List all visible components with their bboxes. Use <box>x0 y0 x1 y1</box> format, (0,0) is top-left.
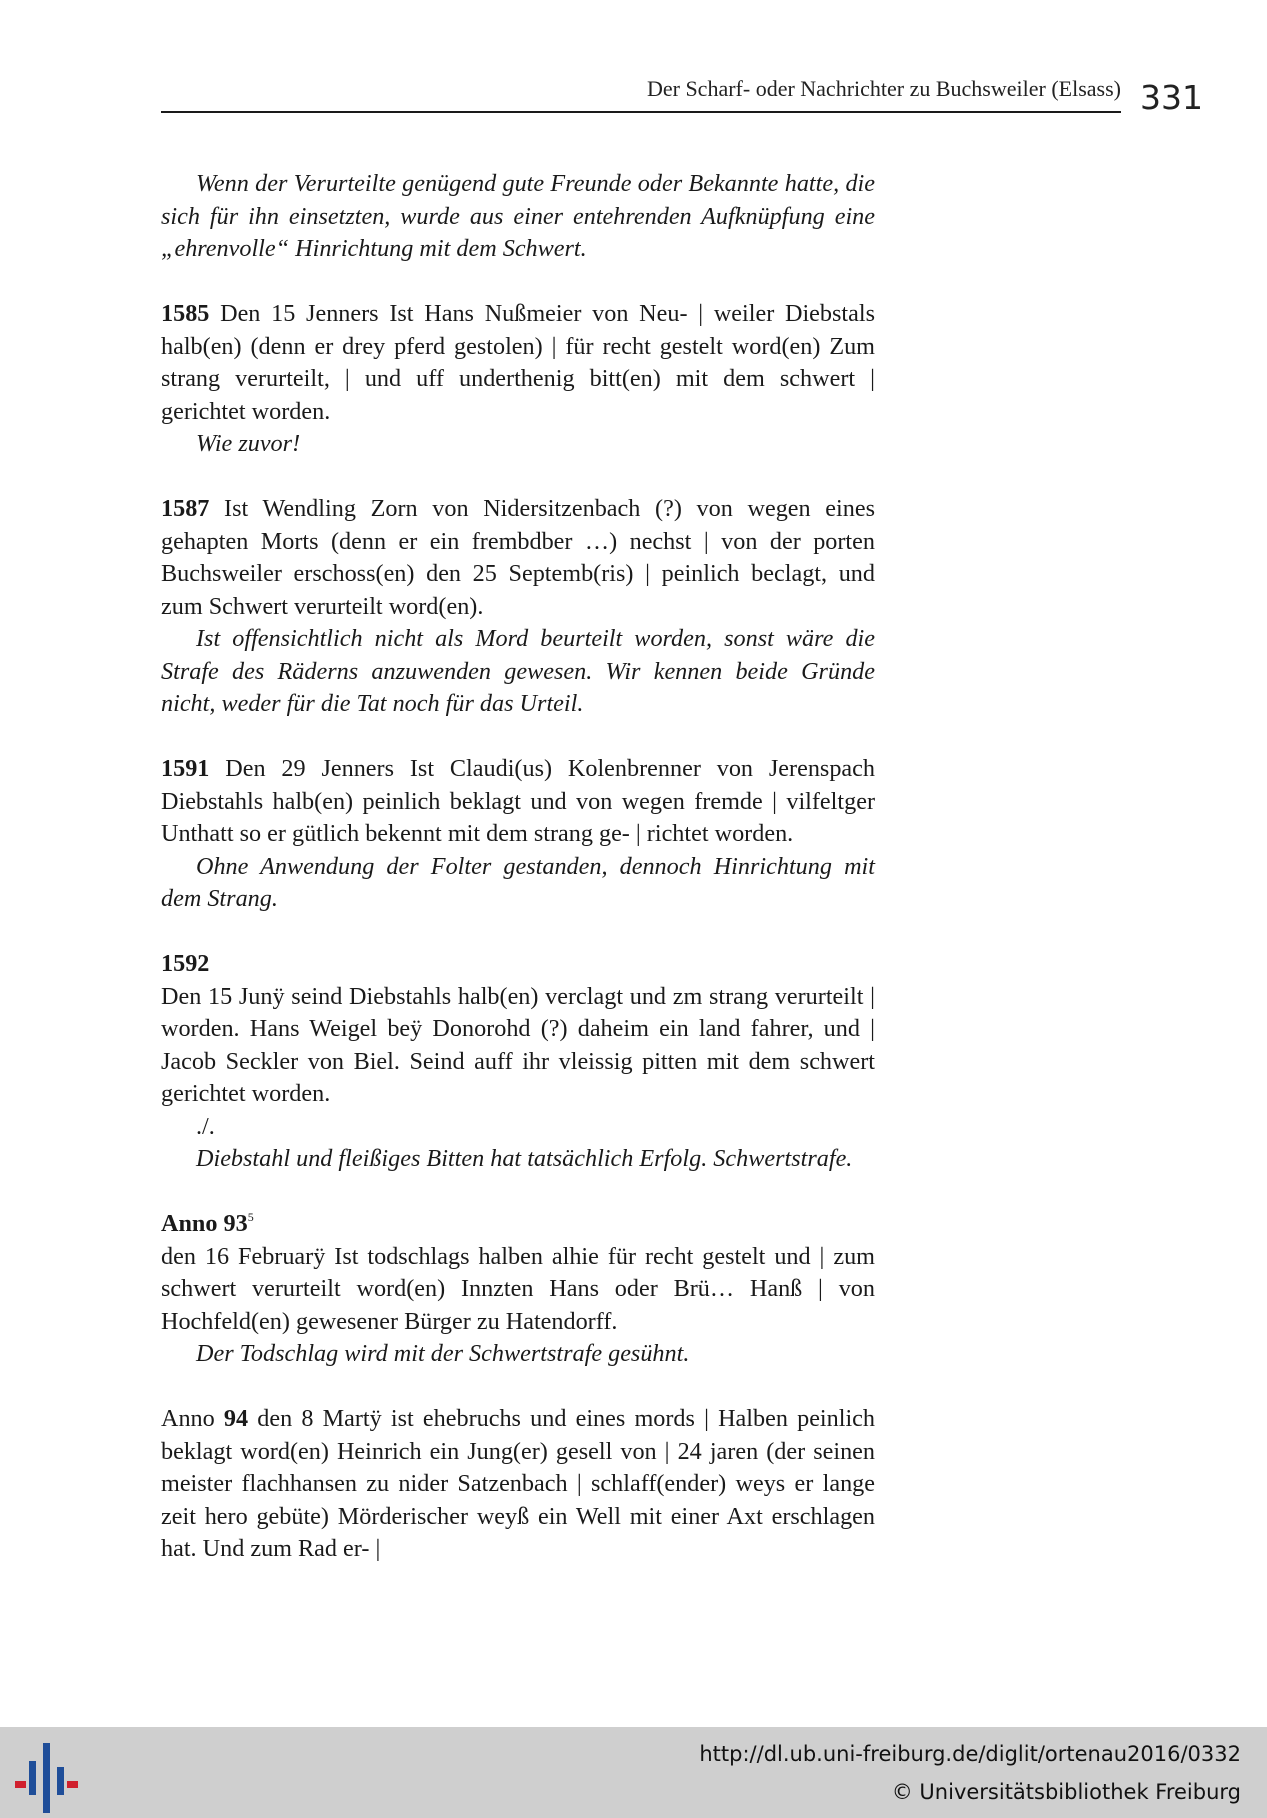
entry-1592-heading <box>161 948 875 981</box>
entry-mark: ./. <box>196 1112 215 1140</box>
source-url-link[interactable]: http://dl.ub.uni-freiburg.de/diglit/ortenau2016/0332 <box>699 1742 1241 1766</box>
entry-text: Den 15 Jenners Ist Hans Nußmeier von Neu- | weiler Diebstals halb(en) (denn er drey pferd gestolen) | für recht gestelt word(en) Zum strang verurteilt, | und uff underthenig bitt(en) mit dem schwert | gerichtet worden. <box>161 300 875 425</box>
entry-year: 1591 <box>161 755 210 782</box>
entry-comment: Ist offensichtlich nicht als Mord beurteilt worden, sonst wäre die Strafe des Räderns anzuwenden gewesen. Wir kennen beide Gründe nicht, weder für die Tat noch für das Urteil. <box>161 625 875 717</box>
spacer <box>161 266 875 299</box>
entry-prefix: Anno <box>161 1405 224 1432</box>
running-title: Der Scharf- oder Nachrichter zu Buchsweiler (Elsass) <box>646 76 1121 101</box>
spacer <box>161 461 875 494</box>
spacer <box>161 721 875 754</box>
entry-text: den 8 Martÿ ist ehebruchs und eines mords | Halben peinlich beklagt word(en) Heinrich ein Jung(er) gesell von | 24 jaren (der seinen meister flachhansen zu nider Satzenbach | schlaff(ender) weys er lange zeit hero gebüte) Mörderischer weyß ein Well mit einer Axt erschlagen hat. Und zum Rad er- | <box>161 1405 876 1562</box>
entry-comment: Wie zuvor! <box>196 430 301 457</box>
spacer <box>161 1176 875 1209</box>
entry-year: 94 <box>223 1405 249 1432</box>
entry-text: Den 29 Jenners Ist Claudi(us) Kolenbrenner von Jerenspach Diebstahls halb(en) peinlich beklagt und von wegen fremde | vilfeltger Unthatt so er gütlich bekennt mit dem strang ge- | richtet worden. <box>161 755 875 847</box>
entry-comment: Ohne Anwendung der Folter gestanden, dennoch Hinrichtung mit dem Strang. <box>161 852 875 912</box>
entry-94 <box>161 1403 875 1566</box>
header-rule <box>161 111 1121 113</box>
ub-freiburg-logo-icon <box>12 1743 82 1813</box>
entry-year: 1587 <box>161 495 210 522</box>
entry-1591 <box>161 753 875 851</box>
page-number: 331 <box>1140 78 1203 117</box>
spacer <box>161 1371 875 1404</box>
entry-93-heading <box>161 1208 875 1241</box>
spacer <box>161 916 875 949</box>
footnote-marker: 5 <box>247 1210 254 1224</box>
page-body <box>161 168 875 1566</box>
entry-1592-text: Den 15 Junÿ seind Diebstahls halb(en) verclagt und zm strang verurteilt | worden. Hans Weigel beÿ Donorohd (?) daheim ein land fahrer, und | Jacob Seckler von Biel. Seind auff ihr vleissig pitten mit dem schwert gerichtet worden. <box>161 982 875 1107</box>
copyright-text: © Universitätsbibliothek Freiburg <box>891 1780 1241 1804</box>
entry-year: 1592 <box>161 950 210 977</box>
footer-bar <box>0 1727 1267 1818</box>
entry-1585 <box>161 298 875 428</box>
entry-year: 1585 <box>161 300 210 327</box>
entry-comment: Diebstahl und fleißiges Bitten hat tatsächlich Erfolg. Schwertstrafe. <box>196 1145 853 1172</box>
entry-year: Anno 93 <box>161 1210 248 1237</box>
entry-1587 <box>161 493 875 623</box>
intro-paragraph: Wenn der Verurteilte genügend gute Freunde oder Bekannte hatte, die sich für ihn einsetzten, wurde aus einer entehrenden Aufknüpfung eine „ehrenvolle“ Hinrichtung mit dem Schwert. <box>161 170 875 262</box>
entry-text: Ist Wendling Zorn von Nidersitzenbach (?) von wegen eines gehapten Morts (denn er ein frembdber …) nechst | von der porten Buchsweiler erschoss(en) den 25 Septemb(ris) | peinlich beclagt, und zum Schwert verurteilt word(en). <box>161 495 875 620</box>
entry-93-text: den 16 Februarÿ Ist todschlags halben alhie für recht gestelt und | zum schwert verurteilt word(en) Innzten Hans oder Brü… Hanß | von Hochfeld(en) gewesener Bürger zu Hatendorff. <box>161 1242 875 1335</box>
entry-comment: Der Todschlag wird mit der Schwertstrafe gesühnt. <box>196 1340 690 1367</box>
